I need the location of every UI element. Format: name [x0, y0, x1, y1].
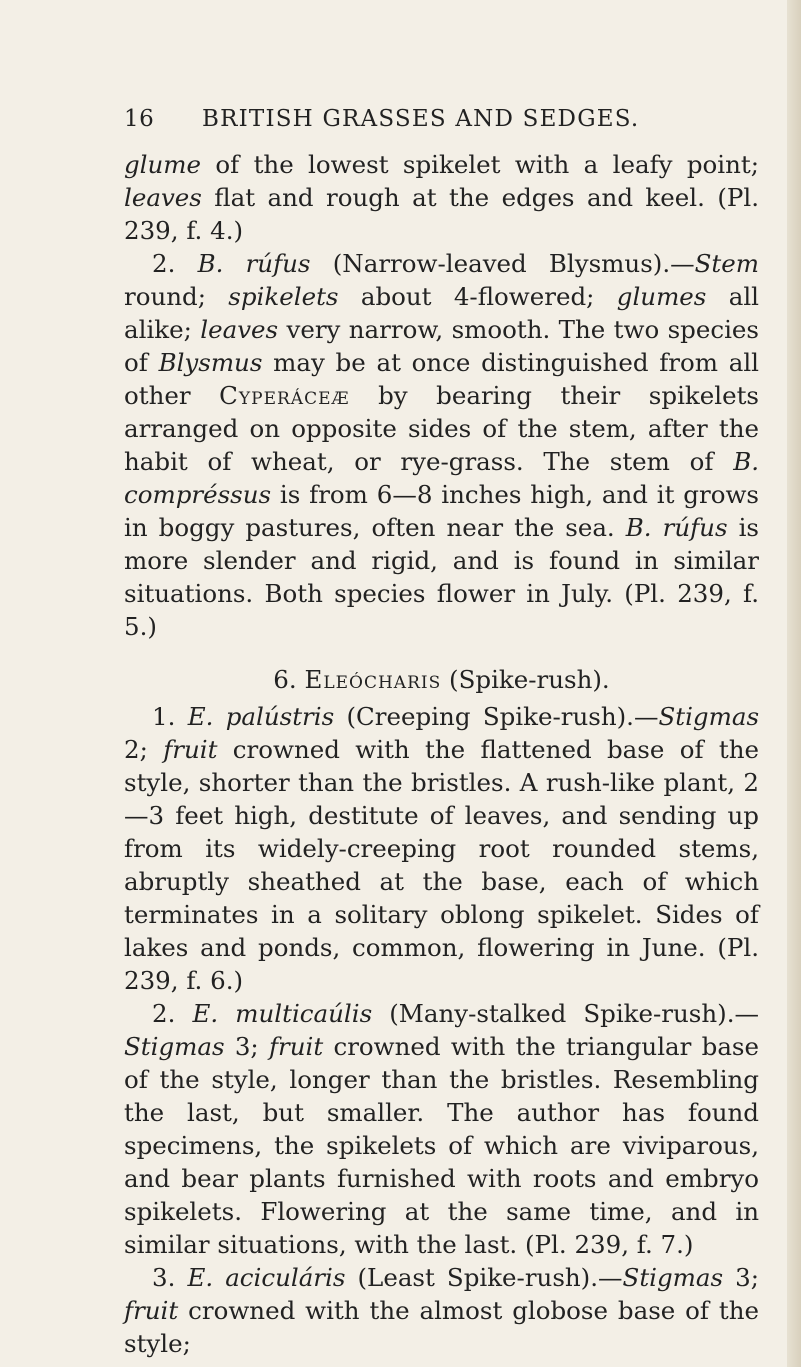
- term-fruit: fruit: [163, 735, 218, 764]
- term-stem: Stem: [694, 249, 759, 278]
- species-entry-e-acicularis: [124, 1261, 759, 1360]
- common-name: (Many-stalked Spike-rush).—: [372, 999, 759, 1028]
- common-name: (Narrow-leaved Blysmus).—: [310, 249, 695, 278]
- text-run: flat and rough at the edges and keel. (Pl. 239, f. 4.): [124, 183, 759, 245]
- text-run: is from 6—8 inches high, and it grows in boggy pastures, often near the sea.: [124, 480, 759, 542]
- text-run: is more slender and rigid, and is found in similar situations. Both species flower in July. (Pl. 239, f. 5.): [124, 513, 759, 641]
- term-fruit: fruit: [268, 1032, 324, 1061]
- text-run: crowned with the almost globose base of the style;: [124, 1296, 759, 1358]
- genus-number: 6.: [273, 665, 305, 694]
- term-glume: glume: [124, 150, 202, 179]
- species-entry-e-multicaulis: [124, 997, 759, 1261]
- genus-name: Blysmus: [158, 348, 263, 377]
- family-name: Cyperáceæ: [219, 381, 350, 410]
- text-run: crowned with the flattened base of the style, shorter than the bristles. A rush-like plant, 2—3 feet high, destitute of leaves, and sending up from its widely-creeping root rounded stems, abruptly sheathed at the base, each of which terminates in a solitary oblong spikelet. Sides of lakes and ponds, common, flowering in June. (Pl. 239, f. 6.): [124, 735, 759, 995]
- species-entry-e-palustris: [124, 700, 759, 997]
- common-name: (Creeping Spike-rush).—: [334, 702, 659, 731]
- term-leaves: leaves: [200, 315, 279, 344]
- entry-number: 2.: [152, 999, 193, 1028]
- paragraph-continuation: [124, 148, 759, 247]
- text-run: 3;: [723, 1263, 760, 1292]
- text-run: may be at once distinguished from all other: [124, 348, 759, 410]
- species-name: E. multicaúlis: [192, 999, 373, 1028]
- term-spikelets: spikelets: [228, 282, 339, 311]
- genus-name: Eleócharis: [304, 665, 442, 694]
- term-glumes: glumes: [616, 282, 707, 311]
- species-name: E. aciculáris: [187, 1263, 346, 1292]
- species-name: B. rúfus: [625, 513, 728, 542]
- term-stigmas: Stigmas: [124, 1032, 225, 1061]
- common-name: (Least Spike-rush).—: [345, 1263, 623, 1292]
- term-stigmas: Stigmas: [658, 702, 760, 731]
- species-name: B. compréssus: [124, 447, 759, 509]
- species-name: E. palústris: [187, 702, 335, 731]
- text-run: of the lowest spikelet with a leafy point;: [201, 150, 759, 179]
- species-name: B. rúfus: [197, 249, 311, 278]
- text-run: very narrow, smooth. The two species of: [124, 315, 759, 377]
- text-run: by bearing their spikelets arranged on opposite sides of the stem, after the habit of wheat, or rye-grass. The stem of: [124, 381, 759, 476]
- text-run: 3;: [224, 1032, 269, 1061]
- genus-heading: [124, 663, 759, 696]
- text-run: about 4-flowered;: [338, 282, 617, 311]
- term-leaves: leaves: [124, 183, 202, 212]
- term-fruit: fruit: [124, 1296, 179, 1325]
- body-text: [124, 148, 759, 1360]
- text-run: round;: [124, 282, 229, 311]
- running-title: BRITISH GRASSES AND SEDGES.: [202, 106, 640, 132]
- genus-common-name: (Spike-rush).: [441, 665, 610, 694]
- page-number: 16: [124, 106, 155, 132]
- text-run: 2;: [124, 735, 164, 764]
- entry-number: 3.: [152, 1263, 188, 1292]
- text-run: all alike;: [124, 282, 759, 344]
- term-stigmas: Stigmas: [622, 1263, 724, 1292]
- text-run: crowned with the triangular base of the style, longer than the bristles. Resembling the last, but smaller. The author has found specimens, the spikelets of which are viviparous, and bear plants furnished with roots and embryo spikelets. Flowering at the same time, and in similar situations, with the last. (Pl. 239, f. 7.): [124, 1032, 759, 1259]
- entry-number: 2.: [152, 249, 198, 278]
- page-edge: [787, 0, 801, 1367]
- entry-number: 1.: [152, 702, 188, 731]
- species-entry-b-rufus: [124, 247, 759, 643]
